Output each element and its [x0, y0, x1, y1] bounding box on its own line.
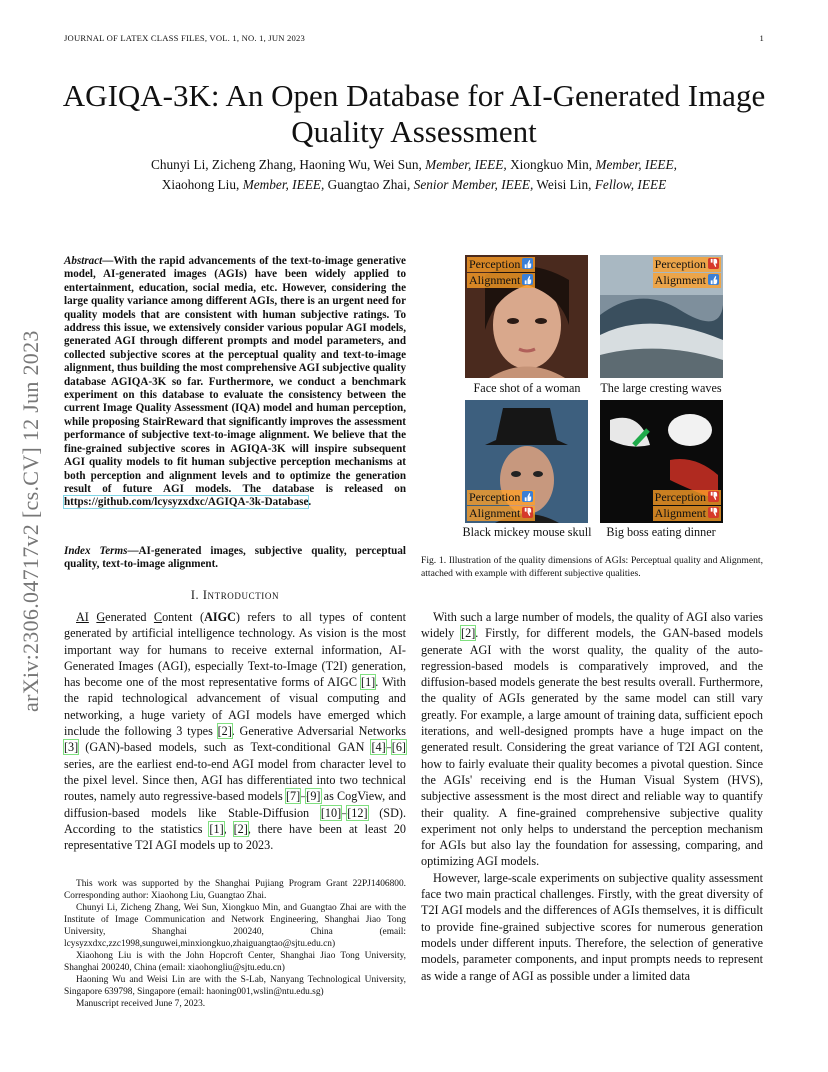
figure-image-skull [465, 400, 588, 523]
figure-caption-boss: Big boss eating dinner [606, 525, 716, 539]
perception-tag: Perception [467, 490, 535, 505]
thumbs-down-icon [522, 507, 533, 518]
citation-link[interactable]: [6] [391, 740, 406, 755]
thumbs-down-icon [708, 491, 719, 502]
citation-link[interactable]: [10] [320, 805, 342, 820]
right-column-text [421, 609, 763, 984]
citation-link[interactable]: [1] [209, 821, 224, 836]
paragraph: However, large-scale experiments on subjective quality assessment face two main practical challenges. Firstly, with the great diversity of T2I AGI models and the differences of AGIs themselves, it is difficult to provide fine-grained subjective scores for numerous generation models under different inputs. Therefore, the selection of generative models, parameter components, and input prompts needs to represent as wide a range of AGI as possible under a limited data [421, 870, 763, 983]
citation-link[interactable]: [1] [361, 675, 376, 690]
page-number: 1 [759, 33, 764, 43]
alignment-tag: Alignment [653, 273, 721, 288]
thumbs-up-icon [708, 274, 719, 285]
citation-link[interactable]: [12] [347, 805, 368, 820]
index-terms: Index Terms—AI-generated images, subjective quality, perceptual quality, text-to-image alignment. [64, 545, 406, 571]
intro-paragraph: AI Generated Content (AIGC) refers to all types of content generated by artificial intelligence technology. As vision is the most important way for humans to receive external information, AI-Generated Images (AGI), especially Text-to-Image (T2I) generation, has become one of the most representative forms of AIGC [1]. With the rapid technological advancement of visual computing and networking, a huge variety of AGI models have emerged which include the following 3 types [2]. Generative Adversarial Networks [3] (GAN)-based models, such as Text-conditional GAN [4]–[6] series, are the earliest end-to-end AGI model from character level to the pixel level. Since then, AGI has differentiated into two technical routes, namely auto regressive-based models [7]–[9] as CogView, and diffusion-based models like Stable-Diffusion [10]–[12] (SD). According to the statistics [1], [2], there have been at least 20 representative T2I AGI models up to 2023. [64, 610, 407, 853]
citation-link[interactable]: [3] [64, 740, 79, 755]
thumbs-down-icon [708, 258, 719, 269]
thumbs-down-icon [708, 507, 719, 518]
citation-link[interactable]: [2] [233, 821, 248, 836]
footnote: This work was supported by the Shanghai Pujiang Program Grant 22PJ1406800. Corresponding author: Xiaohong Liu, Guangtao Zhai. Chunyi Li, Zicheng Zhang, Wei Sun, Xiongkuo Min, and Guangtao Zhai are with the Institute of Image Communication and Network Engineering, Shanghai Jiao Tong University, Shanghai 200240, China (email: lcysyzxdxc,zzc1998,sunguwei,minxiongkuo,zhaiguangtao@sjtu.edu.cn) Xiaohong Liu is with the John Hopcroft Center, Shanghai Jiao Tong University, Shanghai 200240, China (email: xiaohongliu@sjtu.edu.cn) Haoning Wu and Weisi Lin are with the S-Lab, Nanyang Technological University, Singapore 639798, Singapore (email: haoning001,wslin@ntu.edu.sg) Manuscript received June 7, 2023. [64, 879, 406, 1009]
running-header: JOURNAL OF LATEX CLASS FILES, VOL. 1, NO. 1, JUN 2023 [64, 33, 305, 43]
alignment-tag: Alignment [467, 506, 535, 521]
thumbs-up-icon [522, 274, 533, 285]
citation-link[interactable]: [2] [461, 626, 476, 641]
figure-image-boss [600, 400, 723, 523]
figure-caption: Fig. 1. Illustration of the quality dimensions of AGIs: Perceptual quality and Alignment, attached with example with different subjective qualities. [421, 555, 763, 579]
abstract: Abstract—With the rapid advancements of the text-to-image generative model, AI-generated images (AGIs) have been widely applied to entertainment, education, social media, etc. However, considering the large quality variance among different AGIs, there is an urgent need for quality models that are consistent with human subjective ratings. To address this issue, we extensively consider various popular AGI models, generated AGI through different prompts and model parameters, and collected subjective scores at the perceptual quality and text-to-image alignment, thus building the most comprehensive AGI subjective quality database AGIQA-3K so far. Furthermore, we conduct a benchmark experiment on this database to evaluate the consistency between the current Image Quality Assessment (IQA) model and human perception, while proposing StairReward that significantly improves the assessment performance of subjective text-to-image alignment. We believe that the fine-grained subjective scores in AGIQA-3K will inspire subsequent AGI quality models to fit human subjective perception mechanisms at both perception and alignment levels and to optimize the generation result of future AGI models. The database is released on https://github.com/lcysyzxdxc/AGIQA-3k-Database. [64, 255, 406, 509]
figure-caption-woman: Face shot of a woman [473, 381, 581, 395]
alignment-tag: Alignment [653, 506, 721, 521]
citation-link[interactable]: [4] [371, 740, 386, 755]
section-heading: I. Introduction [190, 588, 280, 602]
perception-tag: Perception [467, 257, 535, 272]
figure-caption-skull: Black mickey mouse skull [462, 525, 592, 539]
paper-title: AGIQA-3K: An Open Database for AI-Generated Image Quality Assessment [62, 78, 766, 149]
thumbs-up-icon [522, 491, 533, 502]
thumbs-up-icon [522, 258, 533, 269]
figure-caption-waves: The large cresting waves [600, 381, 722, 395]
arxiv-watermark: arXiv:2306.04717v2 [cs.CV] 12 Jun 2023 [18, 330, 43, 712]
citation-link[interactable]: [9] [306, 789, 321, 804]
figure-1 [421, 255, 763, 545]
figure-image-woman [465, 255, 588, 378]
paragraph: With such a large number of models, the quality of AGI also varies widely [2]. Firstly, for different models, the GAN-based models generate AGI with the worst quality, the quality of the auto-regression-based models is comparatively improved, and the diffusion-based models generate the best results overall. Furthermore, the quality of AGIs generated by the same model can still vary greatly. For example, a large amount of training data, sufficient epoch iterations, and well-designed prompts have a huge impact on the generated result. Considering the great variance of T2I AGI content, how to fairly evaluate their quality becomes a pivotal question. Since the AGIs' receiving end is the Human Visual System (HVS), subjective assessment is the most direct and reliable way to quantify their quality. A fine-grained comprehensive subjective quality experiment not only helps to understand the perception mechanism for AGIs but also lay the foundation for assessing, comparing, and optimizing AGI models. [421, 610, 764, 869]
perception-tag: Perception [653, 490, 721, 505]
database-link[interactable]: https://github.com/lcysyzxdxc/AGIQA-3k-Database [64, 496, 309, 509]
alignment-tag: Alignment [467, 273, 535, 288]
citation-link[interactable]: [7] [285, 789, 301, 804]
figure-image-waves [600, 255, 723, 378]
citation-link[interactable]: [2] [217, 724, 232, 739]
perception-tag: Perception [653, 257, 721, 272]
author-list: Chunyi Li, Zicheng Zhang, Haoning Wu, Wei Sun, Member, IEEE, Xiongkuo Min, Member, IEEE, Xiaohong Liu, Member, IEEE, Guangtao Zhai, Senior Member, IEEE, Weisi Lin, Fellow, IEEE [150, 157, 678, 192]
